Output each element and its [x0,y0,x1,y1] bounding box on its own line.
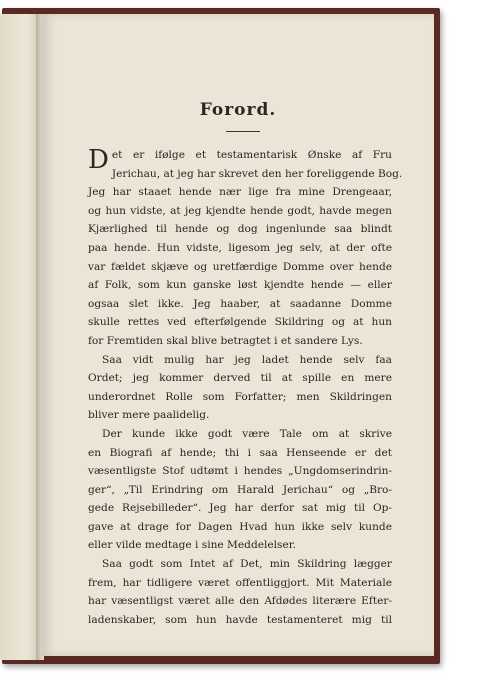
text-line: ger“, „Til Erindring om Harald Jerichau“ og „Bro- [88,483,392,496]
page-body [88,145,403,629]
text-line: frem, har tidligere været offentliggjort. Mit Materiale [88,576,392,589]
text-line: gede Rejsebilleder“. Jeg har derfor sat mig til Op- [88,502,392,515]
text-line: Ordet; jeg kommer derved til at spille en mere [88,372,392,385]
text-line: Der kunde ikke godt være Tale om at skrive [102,427,392,440]
text-line: et er ifølge et testamentarisk Ønske af Fru [111,149,392,161]
text-line: Kjærlighed til hende og dog ingenlunde saa blindt [88,223,392,236]
text-line: har væsentligst været alle den Afdødes literære Efter- [88,595,392,608]
text-line: Jeg har staaet hende nær lige fra mine Drengeaar, [88,186,392,199]
text-line: for Fremtiden skal blive betragtet i et sandere Lys. [88,334,363,347]
text-line: bliver mere paalidelig. [88,409,210,422]
facing-page-edge [0,14,38,660]
text-line: en Biografi af hende; thi i saa Henseende er det [88,446,392,459]
text-line: gave at drage for Dagen Hvad hun ikke selv kunde [88,520,392,533]
drop-cap: D [88,145,109,175]
text-line: var fældet skjæve og uretfærdige Domme over hende [88,260,392,273]
text-line: af Folk, som kun ganske løst kjendte hende — eller [88,279,392,292]
text-line: Saa godt som Intet af Det, min Skildring lægger [102,558,392,571]
text-line: Saa vidt mulig har jeg ladet hende selv faa [102,353,392,366]
text-line: ladenskaber, som hun havde testamenteret mig til [88,613,392,626]
text-line: underordnet Rolle som Forfatter; men Skildringen [88,390,392,403]
page-title: Forord. [199,100,277,120]
text-line: væsentligste Stof udtømt i hendes „Ungdomserindrin- [88,465,392,478]
text-line: paa hende. Hun vidste, ligesom jeg selv, at der ofte [88,241,392,254]
text-line: Jerichau, at jeg har skrevet den her foreliggende Bog. [111,167,403,180]
text-line: og hun vidste, at jeg kjendte hende godt, havde megen [88,204,392,217]
text-line: skulle rettes ved efterfølgende Skildring og at hun [88,316,392,329]
title-rule [226,131,260,132]
text-line: ogsaa slet ikke. Jeg haaber, at saadanne Domme [88,297,392,310]
text-line: eller vilde medtage i sine Meddelelser. [88,539,297,552]
